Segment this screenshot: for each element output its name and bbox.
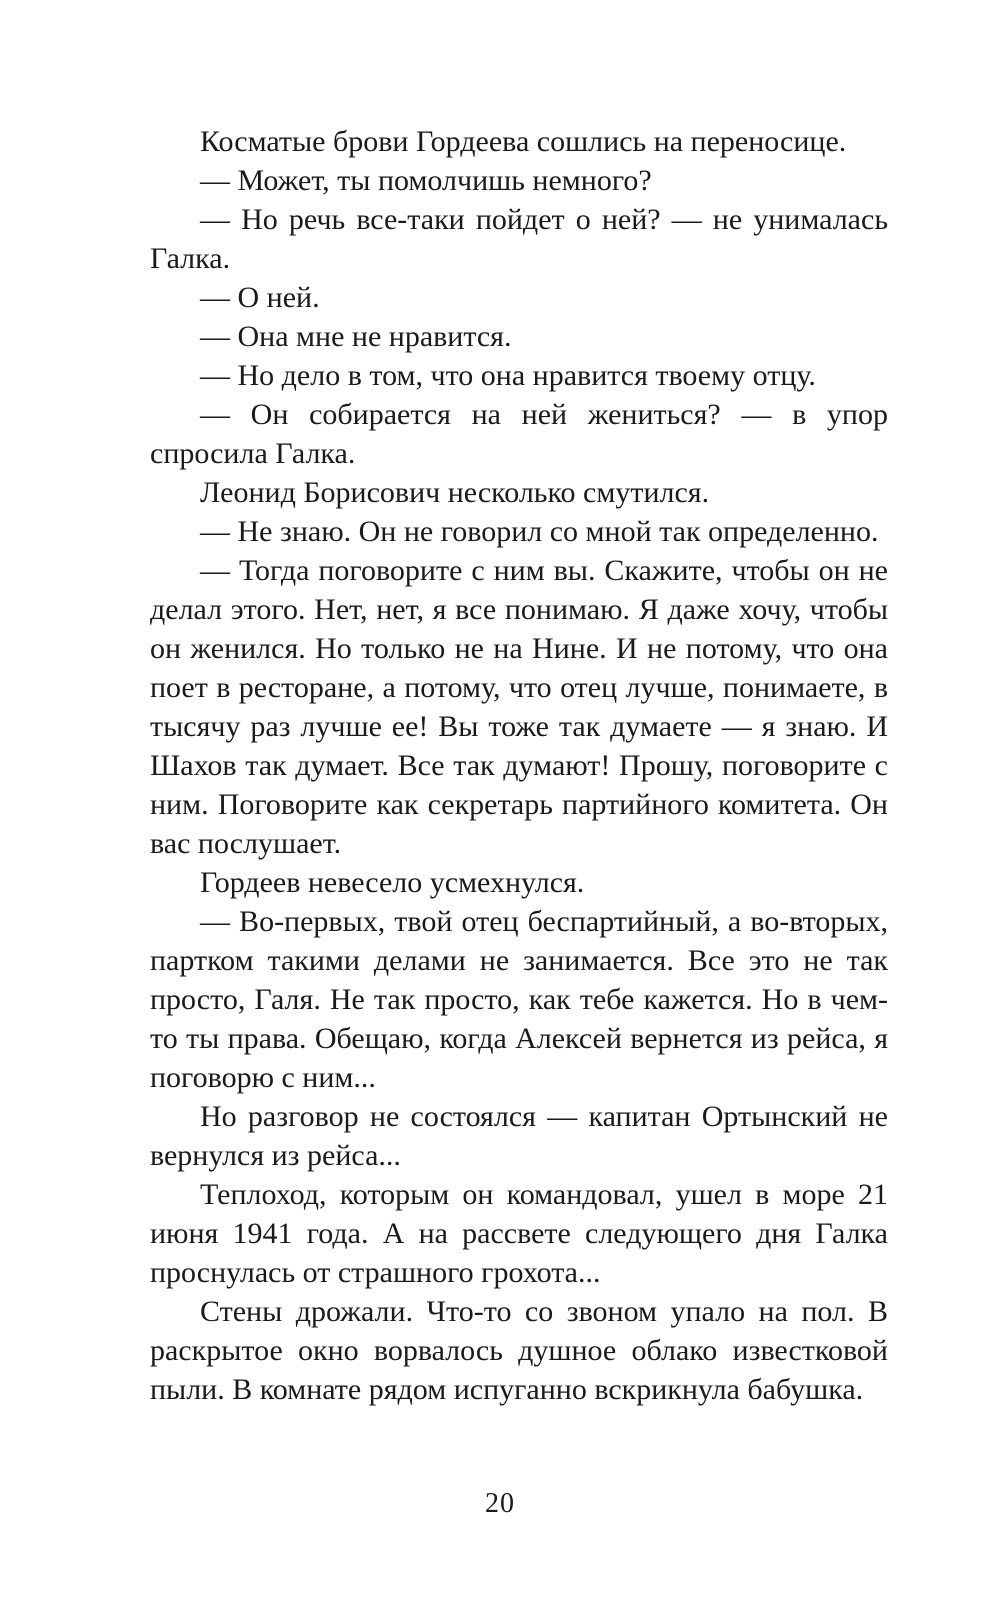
paragraph: Леонид Борисович несколько смутился. <box>200 476 710 509</box>
paragraph: — Но дело в том, что она нравится твоему отцу. <box>200 359 816 392</box>
paragraph: — О ней. <box>200 281 320 314</box>
paragraph: Теплоход, которым он командовал, ушел в море 21 июня 1941 года. А на рассвете следующего дня Галка проснулась от страшного грохота... <box>150 1178 888 1289</box>
paragraph: — Во-первых, твой отец беспартийный, а во-вторых, партком такими делами не занимается. Все это не так просто, Галя. Не так просто, как тебе кажется. Но в чем-то ты права. Обещаю, когда Алексей вернется из рейса, я поговорю с ним... <box>150 905 888 1094</box>
paragraph: — Не знаю. Он не говорил со мной так определенно. <box>200 515 879 548</box>
paragraph: Гордеев невесело усмехнулся. <box>200 866 585 899</box>
page-number: 20 <box>485 1488 515 1519</box>
paragraph: Но разговор не состоялся — капитан Ортынский не вернулся из рейса... <box>150 1100 888 1172</box>
paragraph: — Но речь все-таки пойдет о ней? — не унималась Галка. <box>150 203 888 275</box>
paragraph: Косматые брови Гордеева сошлись на переносице. <box>200 125 847 158</box>
page-body <box>150 122 888 1409</box>
paragraph: — Она мне не нравится. <box>200 320 512 353</box>
paragraph: — Может, ты помолчишь немного? <box>200 164 652 197</box>
paragraph: — Тогда поговорите с ним вы. Скажите, чтобы он не делал этого. Нет, нет, я все понимаю. Я даже хочу, чтобы он женился. Но только не на Нине. И не потому, что она поет в ресторане, а потому, что отец лучше, понимаете, в тысячу раз лучше ее! Вы тоже так думаете — я знаю. И Шахов так думает. Все так думают! Прошу, поговорите с ним. Поговорите как секретарь партийного комитета. Он вас послушает. <box>150 554 888 860</box>
paragraph: — Он собирается на ней жениться? — в упор спросила Галка. <box>150 398 888 470</box>
paragraph: Стены дрожали. Что-то со звоном упало на пол. В раскрытое окно ворвалось душное облако известковой пыли. В комнате рядом испуганно вскрикнула бабушка. <box>150 1295 888 1406</box>
